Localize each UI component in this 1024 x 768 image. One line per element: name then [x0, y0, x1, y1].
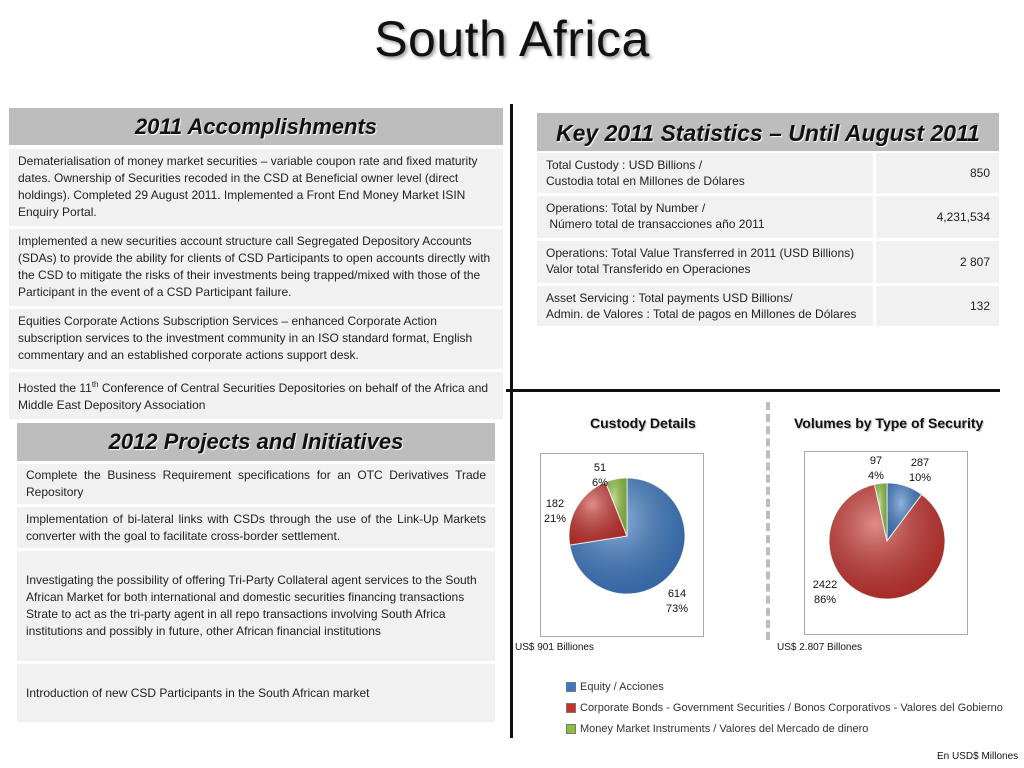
project-item: Investigating the possibility of offering Tri-Party Collateral agent services to the South African Market for both international and domestic securities financing transactions Strate to act as the tri-party agent in all repo transactions involving South Africa institutions and possibly in future, other African financial institutions — [17, 551, 495, 664]
vertical-divider — [510, 104, 513, 738]
footer-note: En USD$ Millones — [937, 751, 1019, 762]
statistics-value: 850 — [969, 166, 990, 180]
legend-swatch — [566, 682, 576, 692]
legend-item-money-market — [566, 718, 1003, 739]
label-es: Admin. de Valores : Total de pagos en Millones de Dólares — [546, 307, 857, 321]
legend-item-equity — [566, 676, 1003, 697]
statistics-row — [537, 286, 999, 329]
pie-label-value: 2422 — [812, 579, 838, 591]
pie-label-value: 182 — [545, 498, 565, 510]
legend-swatch — [566, 724, 576, 734]
pie-label-value: 97 — [869, 455, 883, 467]
pie-label-money-market — [589, 461, 611, 491]
statistics-label — [537, 196, 876, 238]
statistics-value: 2 807 — [959, 255, 990, 269]
statistics-row — [537, 196, 999, 241]
label-en: Total Custody : USD Billions / — [546, 158, 703, 172]
accomplishments-list — [9, 149, 503, 422]
statistics-row — [537, 241, 999, 286]
pie-label-pct: 73% — [665, 603, 689, 615]
pie-label-bonds — [809, 578, 841, 608]
label-en: Asset Servicing : Total payments USD Billions/ — [546, 291, 793, 305]
pie-label-pct: 10% — [908, 472, 932, 484]
label-es: Número total de transacciones año 2011 — [546, 217, 765, 231]
project-item: Introduction of new CSD Participants in the South African market — [17, 664, 495, 725]
pie-label-pct: 6% — [592, 477, 608, 489]
label-en: Operations: Total by Number / — [546, 201, 706, 215]
project-item: Complete the Business Requirement specifications for an OTC Derivatives Trade Repository — [17, 464, 495, 507]
label-en: Operations: Total Value Transferred in 2011 (USD Billions) — [546, 246, 855, 260]
label-es: Valor total Transferido en Operaciones — [546, 262, 751, 276]
accomplishment-item — [9, 372, 503, 422]
statistics-value: 4,231,534 — [936, 210, 990, 224]
custody-footnote: US$ 901 Billiones — [515, 642, 594, 653]
page-title: South Africa — [374, 11, 650, 67]
legend-label: Corporate Bonds - Government Securities / Bonos Corporativos - Valores del Gobierno — [580, 701, 1003, 714]
volumes-footnote: US$ 2.807 Billones — [777, 642, 863, 653]
ordinal-suffix: th — [91, 380, 99, 389]
pie-label-pct: 86% — [813, 594, 837, 606]
legend-swatch — [566, 703, 576, 713]
volumes-chart-title: Volumes by Type of Security — [794, 415, 984, 431]
chart-legend — [566, 676, 1003, 739]
custody-chart-title: Custody Details — [590, 415, 696, 431]
projects-heading: 2012 Projects and Initiatives — [17, 423, 495, 461]
pie-label-pct: 4% — [868, 470, 884, 482]
accomplishment-text: Hosted the 11 — [18, 381, 92, 395]
statistics-value: 132 — [969, 299, 990, 313]
accomplishment-item: Dematerialisation of money market securities – variable coupon rate and fixed maturity dates. Ownership of Securities recoded in the CSD at Beneficial owner level (direct holdings). Completed 29 August 2011. Implemented a Front End Money Market ISIN Enquiry Portal. — [9, 149, 503, 229]
accomplishment-item: Equities Corporate Actions Subscription Services – enhanced Corporate Action subscription services to the investment community in an ISO standard format, English commentary and an established corporate actions support desk. — [9, 309, 503, 372]
legend-label: Equity / Acciones — [580, 680, 664, 693]
pie-label-equity — [664, 587, 690, 617]
pie-label-pct: 21% — [543, 513, 567, 525]
accomplishment-text: Conference of Central Securities Depositories on behalf of the Africa and Middle East Depository Association — [18, 381, 489, 412]
pie-label-value: 614 — [667, 588, 687, 600]
statistics-table — [537, 153, 999, 329]
chart-divider — [766, 402, 770, 640]
projects-list — [17, 464, 495, 725]
accomplishments-heading: 2011 Accomplishments — [9, 108, 503, 145]
statistics-heading: Key 2011 Statistics – Until August 2011 — [537, 113, 999, 151]
pie-label-value: 287 — [910, 457, 930, 469]
horizontal-divider — [506, 389, 1000, 392]
pie-label-money-market — [864, 454, 888, 484]
label-es: Custodia total en Millones de Dólares — [546, 174, 745, 188]
legend-item-bonds — [566, 697, 1003, 718]
statistics-label — [537, 153, 876, 193]
statistics-row — [537, 153, 999, 196]
statistics-label — [537, 241, 876, 283]
accomplishment-item: Implemented a new securities account structure call Segregated Depository Accounts (SDAs) to provide the ability for clients of CSD Participants to open accounts directly with the CSD to mitigate the risks of their investments being trapped/mixed with those of the Participant in the event of a CSD Participant failure. — [9, 229, 503, 309]
legend-label: Money Market Instruments / Valores del Mercado de dinero — [580, 722, 869, 735]
pie-label-bonds — [543, 497, 567, 527]
pie-label-equity — [906, 456, 934, 486]
statistics-label — [537, 286, 876, 326]
pie-label-value: 51 — [593, 462, 607, 474]
project-item: Implementation of bi-lateral links with CSDs through the use of the Link-Up Markets converter with the goal to facilitate cross-border settlement. — [17, 507, 495, 551]
